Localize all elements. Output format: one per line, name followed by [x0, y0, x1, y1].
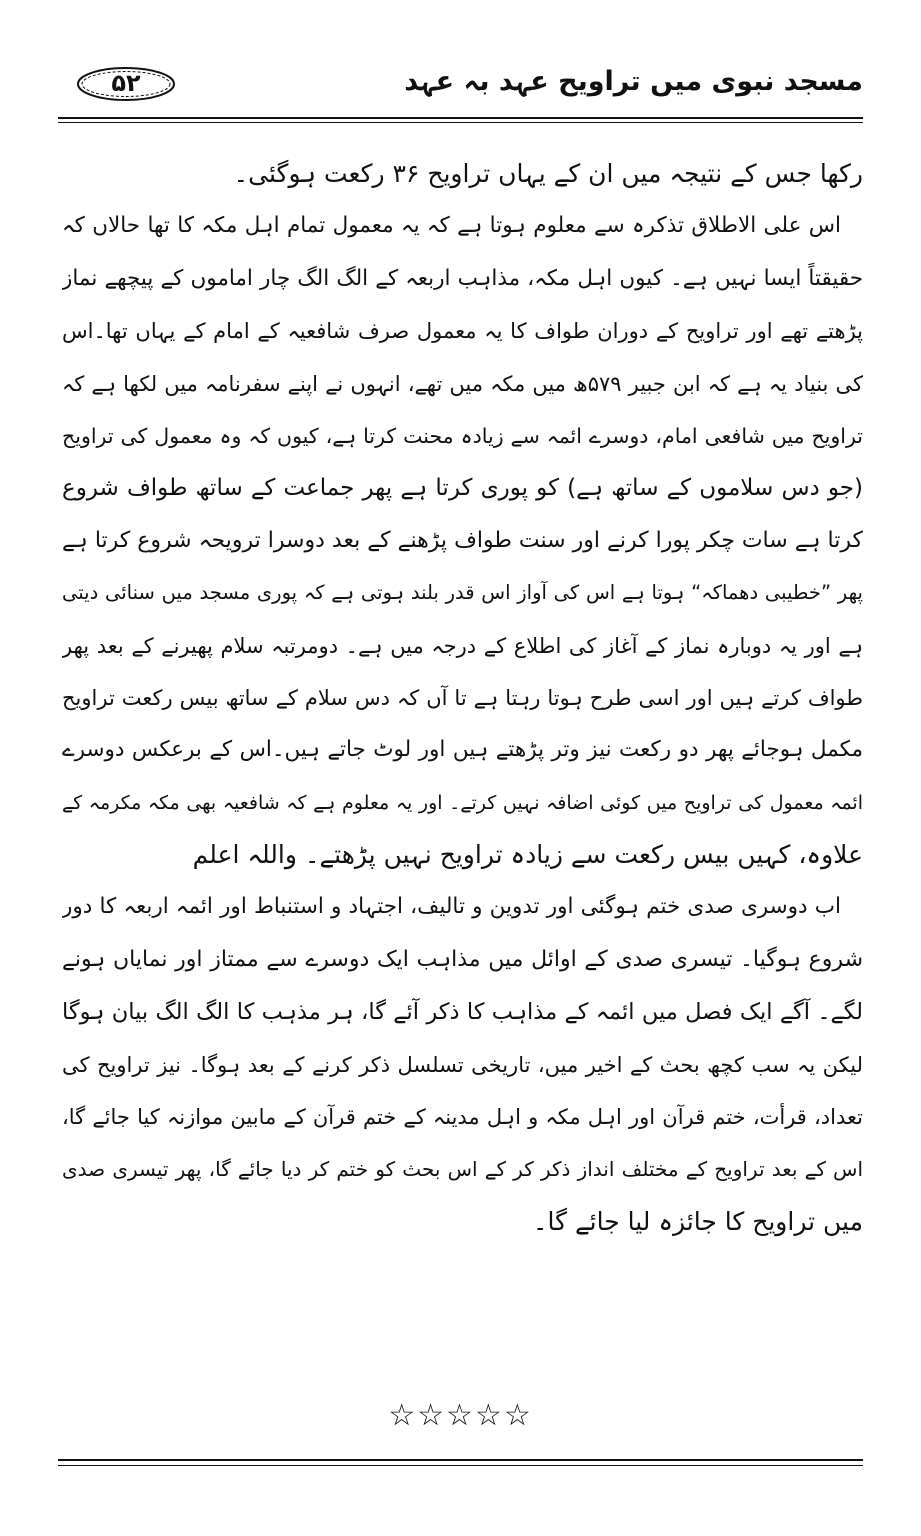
text-line: کرتا ہے سات چکر پورا کرنے اور سنت طواف پڑھنے کے بعد دوسرا ترویحہ شروع کرتا ہے	[62, 527, 863, 553]
text-line: تعداد، قرأت، ختم قرآن اور اہل مکہ و اہل مدینہ کے ختم قرآن کے مابین موازنہ کیا جائے گا،	[62, 1105, 863, 1130]
text-line: مکمل ہوجائے پھر دو رکعت نیز وتر پڑھتے ہیں اور لوٹ جاتے ہیں۔اس کے برعکس دوسرے	[62, 737, 863, 763]
text-line: میں تراویح کا جائزہ لیا جائے گا۔	[532, 1206, 863, 1236]
text-line: حقیقتاً ایسا نہیں ہے۔ کیوں اہل مکہ، مذاہب اربعہ کے الگ الگ چار اماموں کے پیچھے نماز	[62, 265, 863, 291]
header-rule-thick	[58, 117, 863, 119]
text-line: شروع ہوگیا۔ تیسری صدی کے اوائل میں مذاہب ایک دوسرے سے ممتاز اور نمایاں ہونے	[62, 946, 863, 972]
text-line: پھر ”خطیبی دھماکہ“ ہوتا ہے اس کی آواز اس قدر بلند ہوتی ہے کہ پوری مسجد میں سنائی دیتی	[62, 581, 863, 605]
text-line: اس کے بعد تراویح کے مختلف انداز ذکر کر کے اس بحث کو ختم کر دیا جائے گا، پھر تیسری صدی	[62, 1157, 863, 1182]
text-line: ائمہ معمول کی تراویح میں کوئی اضافہ نہیں کرتے۔ اور یہ معلوم ہے کہ شافعیہ بھی مکہ مکرمہ کے	[62, 791, 863, 814]
text-line: ہے اور یہ دوبارہ نماز کے آغاز کی اطلاع کے درجہ میں ہے۔ دومرتبہ سلام پھیرنے کے بعد پھر	[62, 633, 863, 658]
text-line: طواف کرتے ہیں اور اسی طرح ہوتا رہتا ہے تا آں کہ دس سلام کے ساتھ بیس رکعت تراویح	[62, 685, 863, 710]
text-line: کی بنیاد یہ ہے کہ ابن جبیر ۵۷۹ھ میں مکہ میں تھے، انہوں نے اپنے سفرنامہ میں لکھا ہے کہ	[62, 371, 863, 396]
body-text	[62, 148, 863, 1248]
text-line: (جو دس سلاموں کے ساتھ ہے) کو پوری کرتا ہے پھر جماعت کے ساتھ طواف شروع	[62, 475, 863, 502]
header-rule-thin	[58, 122, 863, 123]
text-line: رکھا جس کے نتیجہ میں ان کے یہاں تراویح ۳۶ رکعت ہوگئی۔	[233, 159, 863, 188]
page-number: ۵۲	[111, 69, 141, 97]
text-line: تراویح میں شافعی امام، دوسرے ائمہ سے زیادہ محنت کرتا ہے، کیوں کہ وہ معمول کی تراویح	[62, 423, 863, 448]
text-line: اب دوسری صدی ختم ہوگئی اور تدوین و تالیف، اجتہاد و استنباط اور ائمہ اربعہ کا دور	[62, 894, 841, 920]
running-title: مسجد نبوی میں تراویح عہد بہ عہد	[404, 66, 863, 97]
footer-rule-thin	[58, 1465, 863, 1466]
star-separator: ☆☆☆☆☆	[388, 1398, 533, 1433]
page-header	[62, 62, 863, 114]
text-line: علاوہ، کہیں بیس رکعت سے زیادہ تراویح نہیں پڑھتے۔ واللہ اعلم	[192, 840, 863, 870]
text-line: اس علی الاطلاق تذکرہ سے معلوم ہوتا ہے کہ یہ معمول تمام اہل مکہ کا تھا حالاں کہ	[62, 213, 841, 239]
text-line: لگے۔ آگے ایک فصل میں ائمہ کے مذاہب کا ذکر آئے گا، ہر مذہب کا الگ الگ بیان ہوگا	[62, 999, 863, 1026]
page-number-badge	[74, 64, 178, 104]
footer-rule-thick	[58, 1459, 863, 1461]
text-line: لیکن یہ سب کچھ بحث کے اخیر میں، تاریخی تسلسل ذکر کرنے کے بعد ہوگا۔ نیز تراویح کی	[62, 1052, 863, 1077]
text-line: پڑھتے تھے اور تراویح کے دوران طواف کا یہ معمول صرف شافعیہ کے امام کے یہاں تھا۔اس	[62, 319, 863, 344]
